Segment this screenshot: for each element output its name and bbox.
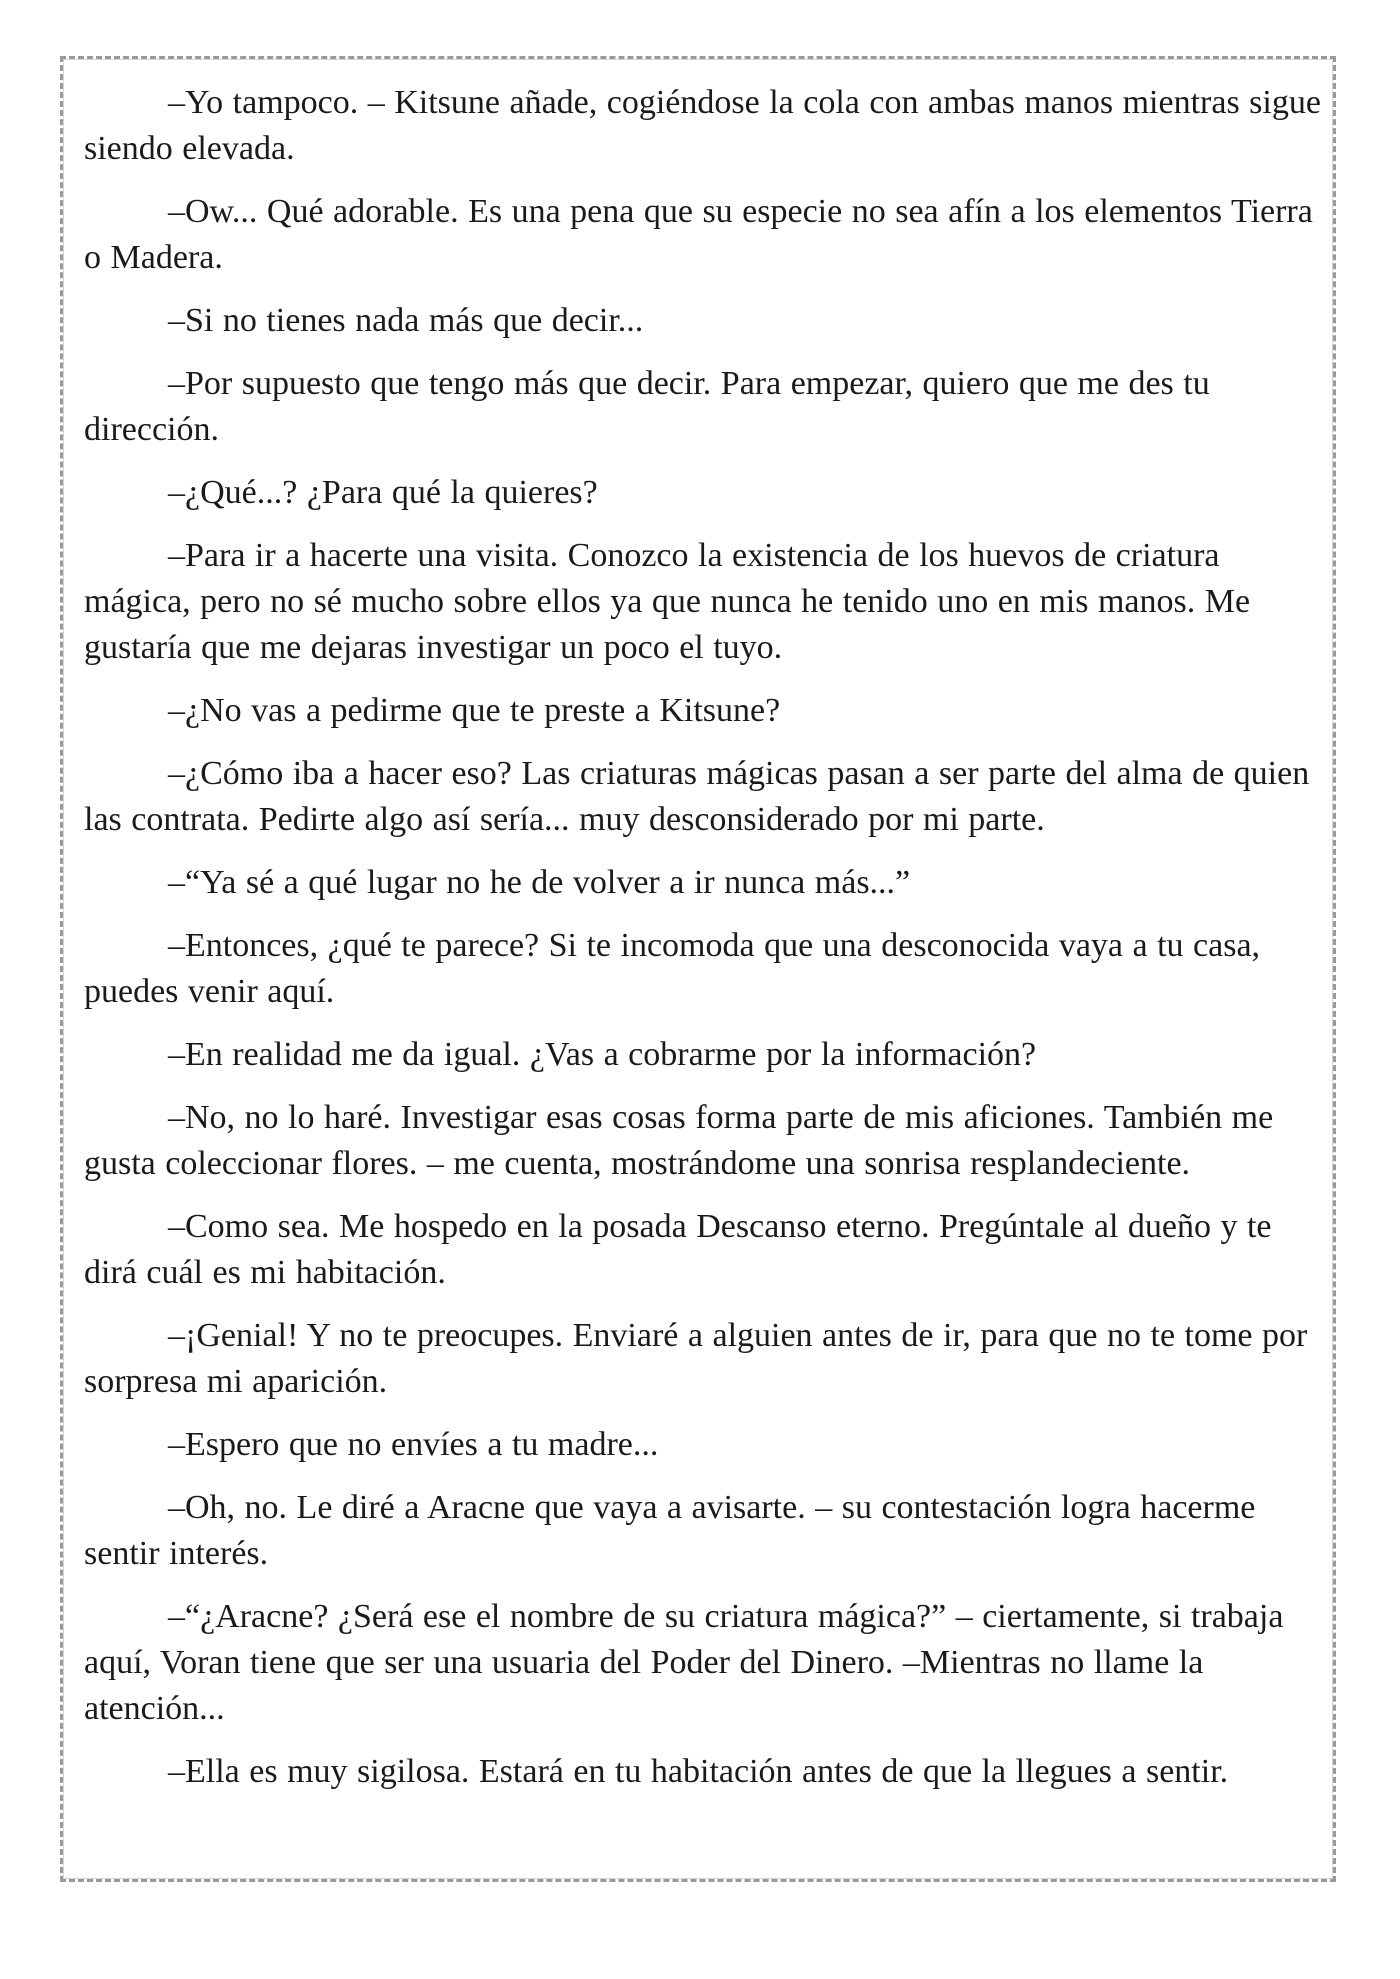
- paragraph: –Si no tienes nada más que decir...: [168, 302, 644, 339]
- paragraph: –¿Qué...? ¿Para qué la quieres?: [168, 474, 598, 511]
- paragraph: –Por supuesto que tengo más que decir. Para empezar, quiero que me des tu dirección.: [84, 365, 1210, 448]
- paragraph: –Como sea. Me hospedo en la posada Descanso eterno. Pregúntale al dueño y te dirá cuál es mi habitación.: [84, 1208, 1272, 1291]
- paragraph: –Para ir a hacerte una visita. Conozco la existencia de los huevos de criatura mágica, pero no sé mucho sobre ellos ya que nunca he tenido uno en mis manos. Me gustaría que me dejaras investigar un poco el tuyo.: [84, 537, 1251, 666]
- paragraph: –Oh, no. Le diré a Aracne que vaya a avisarte. – su contestación logra hacerme sentir interés.: [84, 1489, 1256, 1572]
- paragraph: –Yo tampoco. – Kitsune añade, cogiéndose la cola con ambas manos mientras sigue siendo elevada.: [84, 84, 1321, 167]
- document-body: [84, 80, 1322, 1812]
- paragraph: –¿No vas a pedirme que te preste a Kitsune?: [168, 692, 781, 729]
- paragraph: –Espero que no envíes a tu madre...: [168, 1426, 659, 1463]
- paragraph: –“Ya sé a qué lugar no he de volver a ir nunca más...”: [168, 864, 911, 901]
- paragraph: –¡Genial! Y no te preocupes. Enviaré a alguien antes de ir, para que no te tome por sorpresa mi aparición.: [84, 1317, 1308, 1400]
- paragraph: –¿Cómo iba a hacer eso? Las criaturas mágicas pasan a ser parte del alma de quien las contrata. Pedirte algo así sería... muy desconsiderado por mi parte.: [84, 755, 1310, 838]
- paragraph: –Ella es muy sigilosa. Estará en tu habitación antes de que la llegues a sentir.: [168, 1753, 1229, 1790]
- paragraph: –“¿Aracne? ¿Será ese el nombre de su criatura mágica?” – ciertamente, si trabaja aquí, Voran tiene que ser una usuaria del Poder del Dinero. –Mientras no llame la atención...: [84, 1598, 1284, 1727]
- paragraph: –Entonces, ¿qué te parece? Si te incomoda que una desconocida vaya a tu casa, puedes venir aquí.: [84, 927, 1261, 1010]
- paragraph: –En realidad me da igual. ¿Vas a cobrarme por la información?: [168, 1036, 1037, 1073]
- paragraph: –No, no lo haré. Investigar esas cosas forma parte de mis aficiones. También me gusta coleccionar flores. – me cuenta, mostrándome una sonrisa resplandeciente.: [84, 1099, 1274, 1182]
- paragraph: –Ow... Qué adorable. Es una pena que su especie no sea afín a los elementos Tierra o Madera.: [84, 193, 1313, 276]
